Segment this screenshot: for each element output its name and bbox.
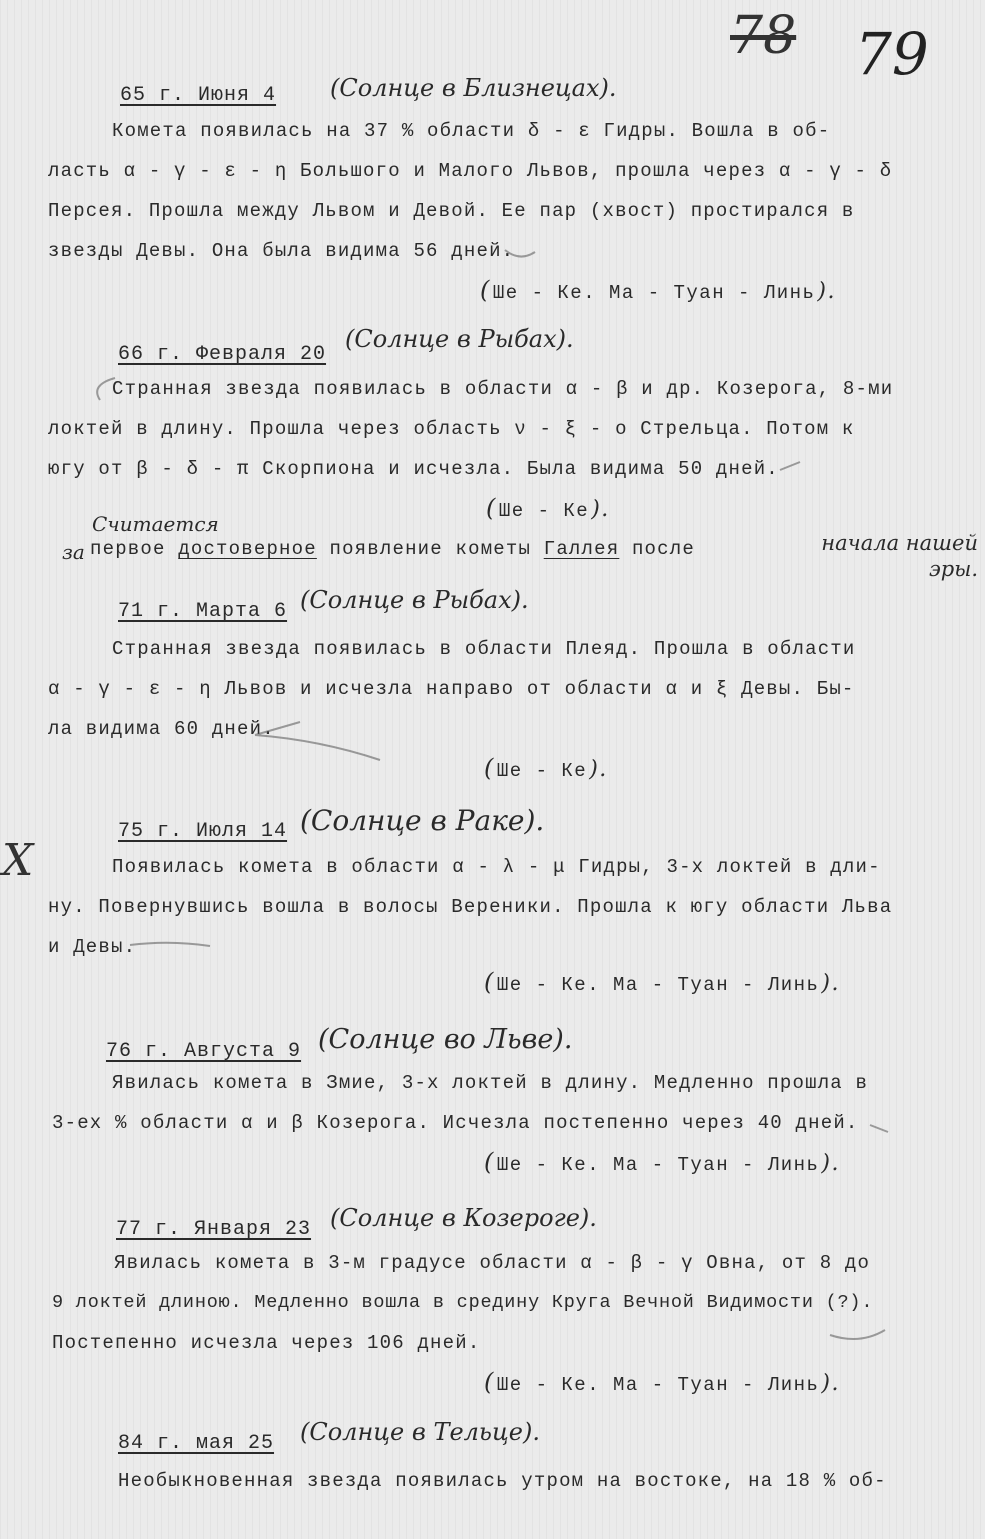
source-citation: ( Ше - Ке ). — [484, 754, 608, 782]
source-citation: ( Ше - Ке. Ма - Туан - Линь ). — [484, 968, 840, 996]
text-line: и Девы. — [48, 936, 137, 958]
text-line: Странная звезда появилась в области Плеяд. Прошла в области — [112, 638, 856, 660]
entry-date: 75 г. Июля 14 — [118, 820, 288, 843]
text-line: Постепенно исчезла через 106 дней. — [52, 1332, 481, 1354]
sun-note: (Солнце в Рыбах). — [300, 586, 529, 614]
source-citation: ( Ше - Ке. Ма - Туан - Линь ). — [484, 1368, 840, 1396]
new-page-number: 79 — [855, 20, 929, 88]
sun-note: (Солнце в Раке). — [300, 804, 545, 837]
sun-note: (Солнце в Рыбах). — [345, 325, 574, 353]
text-line: ласть α - γ - ε - η Большого и Малого Львов, прошла через α - γ - δ — [48, 160, 893, 182]
entry-date: 71 г. Марта 6 — [118, 600, 288, 623]
text-line: локтей в длину. Прошла через область ν - ξ - ο Стрельца. Потом к — [48, 418, 855, 440]
text-line: звезды Девы. Она была видима 56 дней. — [48, 240, 515, 262]
text-line: Странная звезда появилась в области α - β и др. Козерога, 8-ми — [112, 378, 894, 400]
word: первое — [90, 538, 166, 560]
handwritten-era: начала нашей эры. — [821, 531, 978, 581]
sun-note: (Солнце в Козероге). — [330, 1204, 597, 1232]
entry-date: 77 г. Января 23 — [116, 1218, 312, 1241]
text-line: α - γ - ε - η Львов и исчезла направо от области α и ξ Девы. Бы- — [48, 678, 855, 700]
handwritten-prefix: за — [62, 540, 85, 564]
margin-mark: X — [2, 835, 34, 886]
text-line: Необыкновенная звезда появилась утром на востоке, на 18 % об- — [118, 1470, 887, 1492]
text-line: ла видима 60 дней. — [48, 718, 275, 740]
entry-date: 66 г. Февраля 20 — [118, 343, 327, 366]
text-line: 9 локтей длиною. Медленно вошла в средину Круга Вечной Видимости (?). — [52, 1292, 874, 1313]
entry-date: 65 г. Июня 4 — [120, 84, 277, 107]
handwritten-insert: Считается — [92, 512, 219, 536]
word: появление кометы — [329, 538, 532, 560]
word-underlined: достоверное — [178, 538, 317, 560]
text-line: югу от β - δ - π Скорпиона и исчезла. Была видима 50 дней. — [48, 458, 779, 480]
sun-note: (Солнце во Льве). — [318, 1024, 573, 1055]
text-line: Появилась комета в области α - λ - μ Гидры, 3-х локтей в дли- — [112, 856, 881, 878]
word: после — [631, 538, 695, 560]
halley-name: Галлея — [543, 538, 620, 560]
text-line: ну. Повернувшись вошла в волосы Вереники. Прошла к югу области Льва — [48, 896, 893, 918]
source-citation: ( Ше - Ке. Ма - Туан - Линь ). — [480, 276, 836, 304]
source-citation: ( Ше - Ке ). — [486, 494, 610, 522]
text-line: Комета появилась на 37 % области δ - ε Гидры. Вошла в об- — [112, 120, 831, 142]
text-line: Персея. Прошла между Львом и Девой. Ее пар (хвост) простирался в — [48, 200, 855, 222]
text-line: 3-ех % области α и β Козерога. Исчезла постепенно через 40 дней. — [52, 1112, 859, 1134]
text-line: Явилась комета в 3-м градусе области α - β - γ Овна, от 8 до — [114, 1252, 871, 1274]
entry-date: 76 г. Августа 9 — [106, 1040, 302, 1063]
old-page-number: 78 — [730, 6, 797, 66]
entry-date: 84 г. мая 25 — [118, 1432, 275, 1455]
sun-note: (Солнце в Близнецах). — [330, 74, 617, 102]
text-line: Явилась комета в Змие, 3-х локтей в длину. Медленно прошла в — [112, 1072, 869, 1094]
source-citation: ( Ше - Ке. Ма - Туан - Линь ). — [484, 1148, 840, 1176]
sun-note: (Солнце в Тельце). — [300, 1418, 540, 1446]
